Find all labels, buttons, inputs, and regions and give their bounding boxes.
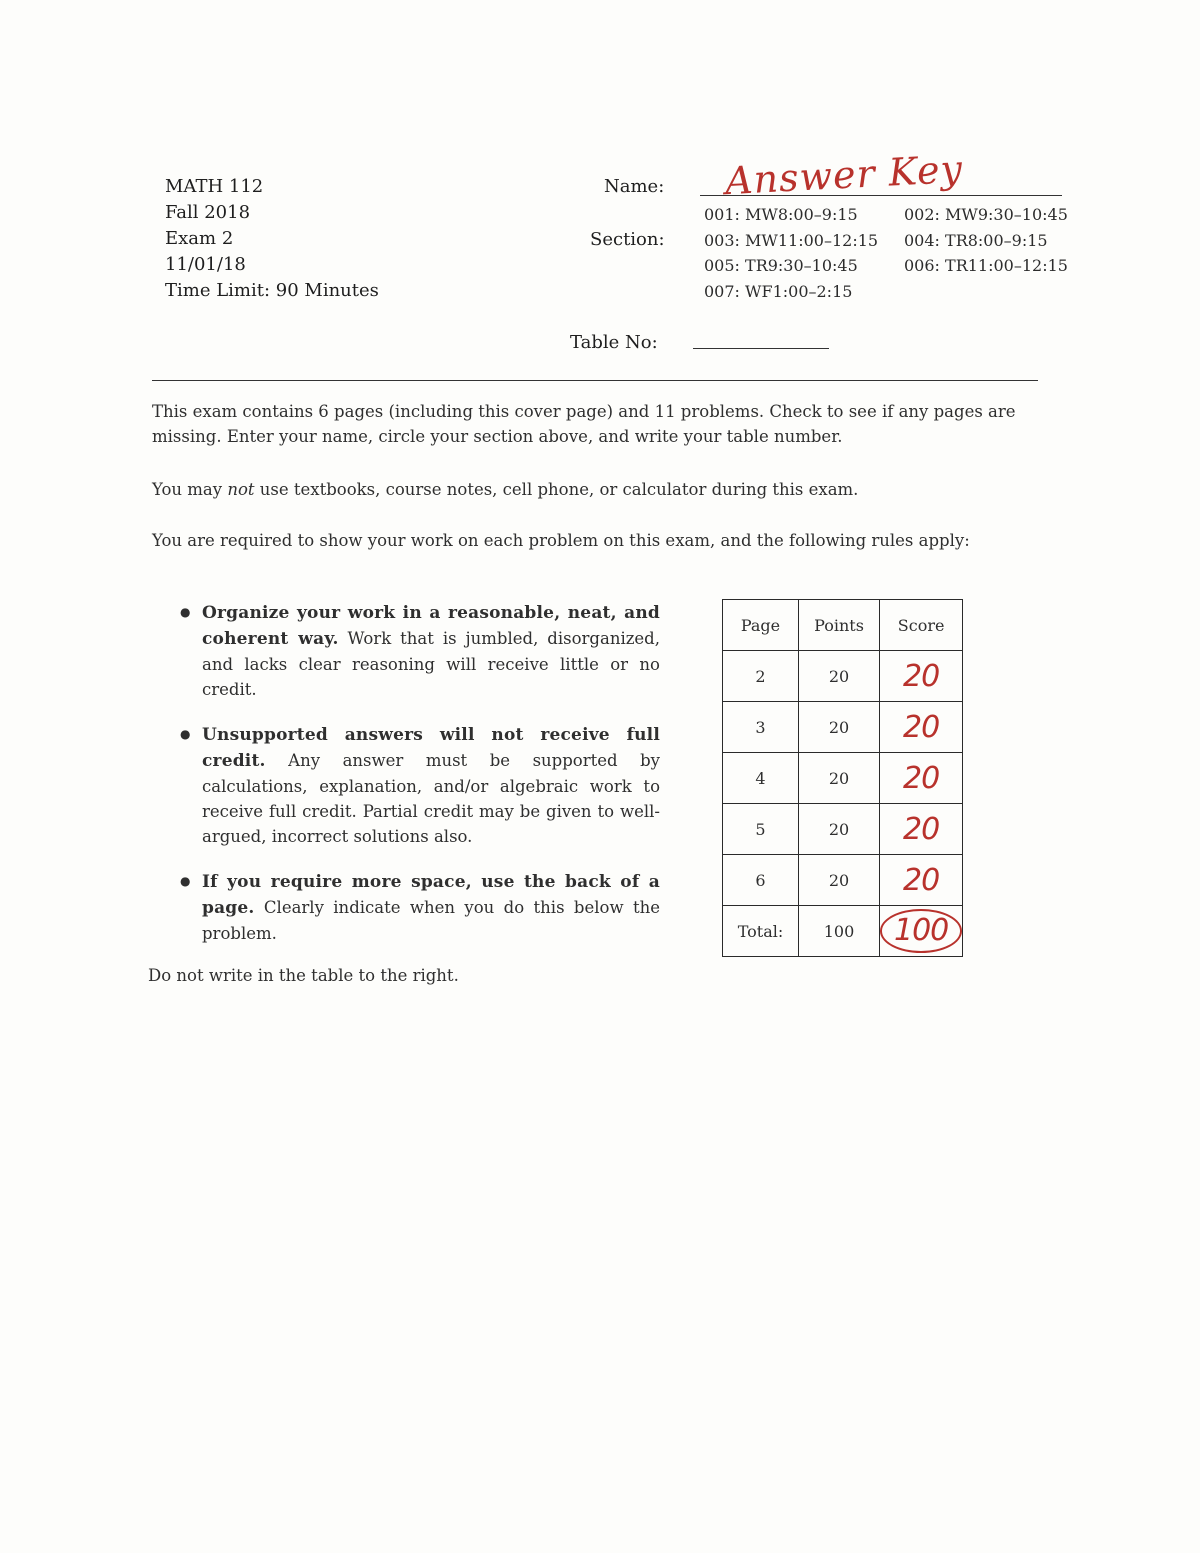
rule-body: Any answer must be supported by calculations, explanation, and/or algebraic work to receive full credit. Partial credit may be given to well-argued, incorrect solutions also.	[202, 751, 660, 846]
rule-text	[202, 722, 660, 849]
page-cell: 4	[723, 753, 799, 804]
intro-paragraph-1: This exam contains 6 pages (including this cover page) and 11 problems. Check to see if any pages are missing. Enter your name, circle your section above, and write your table number.	[152, 402, 1016, 446]
bullet-icon: ●	[180, 727, 191, 741]
handwritten-score: 20	[903, 760, 940, 796]
time-limit: Time Limit: 90 Minutes	[165, 280, 379, 301]
points-cell: 20	[799, 753, 880, 804]
no-write-notice: Do not write in the table to the right.	[148, 966, 459, 985]
score-cell[interactable]	[880, 651, 963, 702]
header-cell: Page	[723, 600, 799, 651]
total-points-cell: 100	[799, 906, 880, 957]
total-score-cell[interactable]	[880, 906, 963, 957]
section-label: Section:	[590, 229, 665, 250]
handwritten-total-score: 100	[880, 909, 962, 953]
rule-body: Work that is jumbled, disorganized, and lacks clear reasoning will receive little or no credit.	[202, 629, 660, 699]
handwritten-score: 20	[903, 709, 940, 745]
section-row	[704, 202, 1068, 228]
page-cell: 6	[723, 855, 799, 906]
score-table	[722, 599, 963, 957]
score-cell[interactable]	[880, 855, 963, 906]
table-row	[723, 753, 963, 804]
intro-paragraph-2	[152, 477, 1052, 502]
score-cell[interactable]	[880, 804, 963, 855]
section-row	[704, 228, 1068, 254]
handwritten-score: 20	[903, 658, 940, 694]
total-label-cell: Total:	[723, 906, 799, 957]
score-cell[interactable]	[880, 753, 963, 804]
rule-body: Clearly indicate when you do this below the problem.	[202, 898, 660, 943]
section-option[interactable]: 007: WF1:00–2:15	[704, 281, 853, 301]
name-line	[700, 195, 1062, 196]
rule-lead: Unsupported answers will not receive full credit.	[202, 725, 660, 771]
score-cell[interactable]	[880, 702, 963, 753]
table-no-label: Table No:	[570, 332, 658, 353]
exam-date: 11/01/18	[165, 254, 246, 275]
points-cell: 20	[799, 804, 880, 855]
exam-number: Exam 2	[165, 228, 234, 249]
section-option[interactable]: 006: TR11:00–12:15	[904, 256, 1068, 275]
points-cell: 20	[799, 855, 880, 906]
section-list	[704, 202, 1068, 304]
name-value-handwritten: Answer Key	[724, 146, 964, 204]
handwritten-score: 20	[903, 862, 940, 898]
bullet-icon: ●	[180, 874, 191, 888]
intro-text: You may	[152, 480, 228, 499]
rules-list	[180, 600, 660, 966]
bullet-icon: ●	[180, 605, 191, 619]
table-row	[723, 855, 963, 906]
name-label: Name:	[604, 176, 665, 197]
section-option[interactable]: 002: MW9:30–10:45	[904, 205, 1068, 224]
course-name: MATH 112	[165, 176, 264, 197]
section-option[interactable]: 001: MW8:00–9:15	[704, 205, 858, 224]
course-info	[165, 174, 379, 304]
points-cell: 20	[799, 651, 880, 702]
page-cell: 5	[723, 804, 799, 855]
points-cell: 20	[799, 702, 880, 753]
rule-item	[180, 869, 660, 946]
section-row	[704, 279, 1068, 305]
section-option[interactable]: 003: MW11:00–12:15	[704, 230, 879, 250]
table-no-line[interactable]	[693, 348, 829, 349]
handwritten-score: 20	[903, 811, 940, 847]
table-total-row	[723, 906, 963, 957]
rule-item	[180, 600, 660, 702]
intro-paragraph-3: You are required to show your work on each problem on this exam, and the following rules apply:	[152, 531, 970, 550]
separator-line	[152, 380, 1038, 381]
table-row	[723, 702, 963, 753]
rule-lead: If you require more space, use the back of a page.	[202, 872, 660, 918]
section-option[interactable]: 004: TR8:00–9:15	[904, 230, 1048, 250]
rule-text	[202, 869, 660, 946]
intro-emphasis: not	[227, 480, 255, 499]
header-cell: Points	[799, 600, 880, 651]
rule-item	[180, 722, 660, 849]
section-row	[704, 253, 1068, 279]
table-header-row	[723, 600, 963, 651]
rule-lead: Organize your work in a reasonable, neat, and coherent way.	[202, 603, 660, 649]
rule-text	[202, 600, 660, 702]
term: Fall 2018	[165, 202, 251, 223]
page-cell: 2	[723, 651, 799, 702]
header-cell: Score	[880, 600, 963, 651]
page-cell: 3	[723, 702, 799, 753]
section-option[interactable]: 005: TR9:30–10:45	[704, 256, 858, 275]
table-row	[723, 804, 963, 855]
table-row	[723, 651, 963, 702]
intro-text: use textbooks, course notes, cell phone, or calculator during this exam.	[254, 480, 859, 499]
